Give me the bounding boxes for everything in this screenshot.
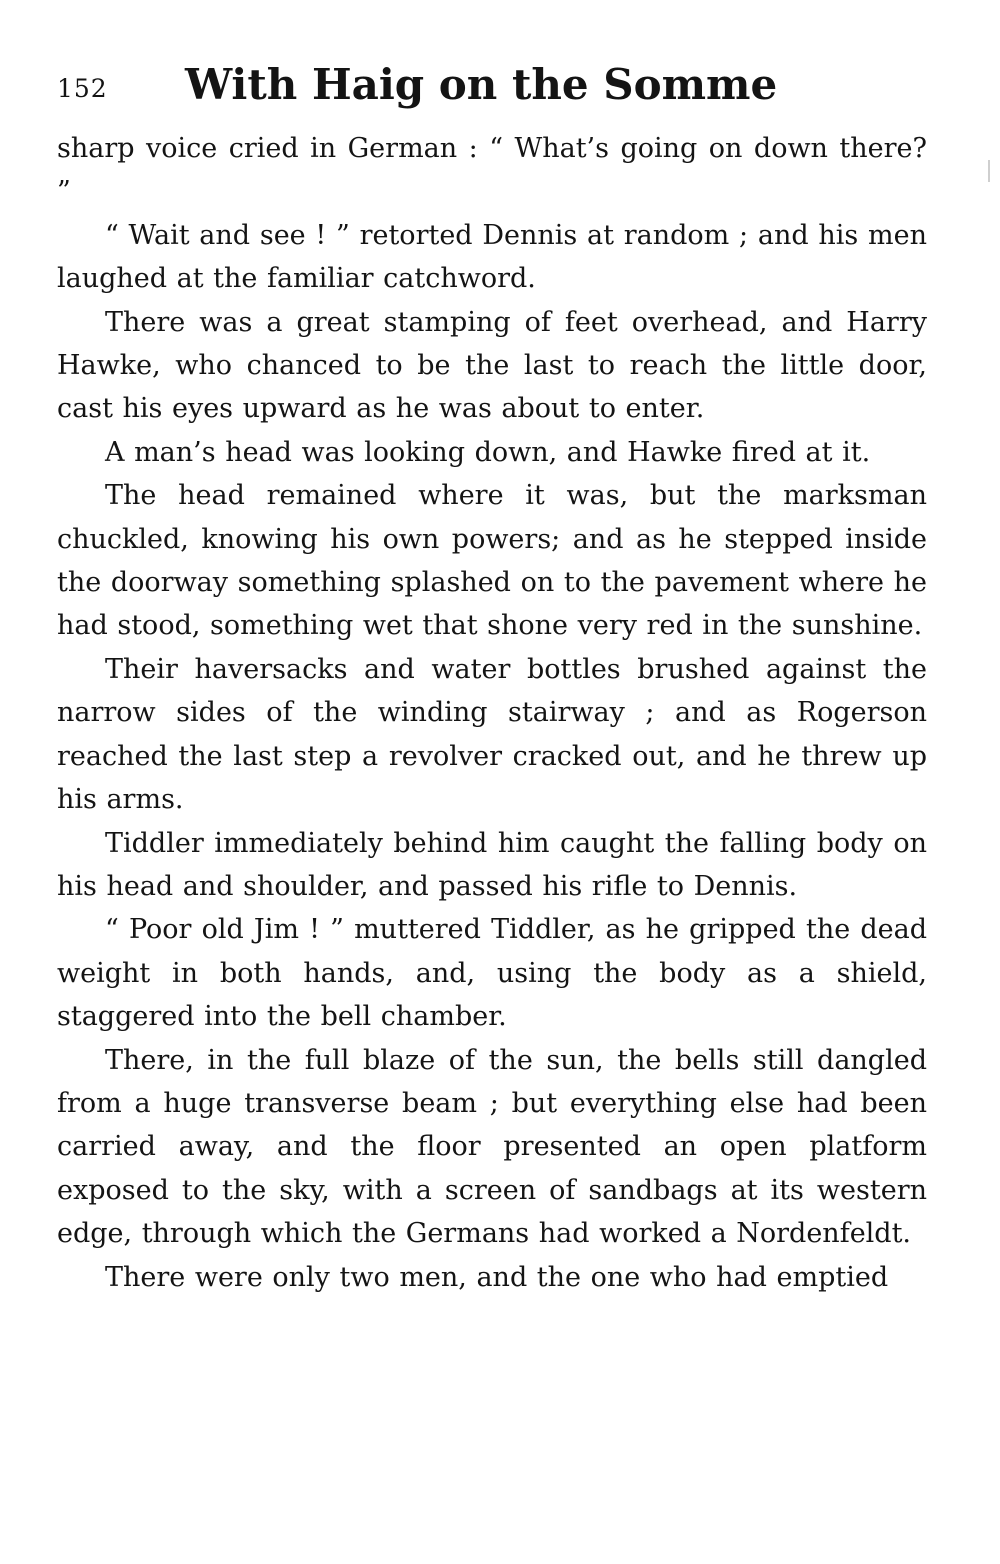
paragraph: There, in the full blaze of the sun, the bells still dangled from a huge transverse beam ; but everything else had been carried away, and the floor presented an open platform exposed to the sky, with a screen of sandbags at its western edge, through which the Germans had worked a Nordenfeldt.	[57, 1044, 927, 1250]
running-head	[57, 60, 927, 116]
paragraph: Their haversacks and water bottles brushed against the narrow sides of the winding stairway ; and as Rogerson reached the last step a revolver cracked out, and he threw up his arms.	[57, 653, 927, 816]
paragraph: There was a great stamping of feet overhead, and Harry Hawke, who chanced to be the last to reach the little door, cast his eyes upward as he was about to enter.	[57, 306, 927, 425]
page-number: 152	[57, 74, 108, 103]
body-text	[57, 127, 927, 1299]
paragraph: The head remained where it was, but the marksman chuckled, knowing his own powers; and as he stepped inside the doorway something splashed on to the pavement where he had stood, something wet that shone very red in the sunshine.	[57, 480, 927, 642]
paragraph: “ Poor old Jim ! ” muttered Tiddler, as he gripped the dead weight in both hands, and, using the body as a shield, staggered into the bell chamber.	[57, 914, 927, 1033]
paragraph: A man’s head was looking down, and Hawke fired at it.	[105, 436, 871, 468]
paragraph: There were only two men, and the one who had emptied	[105, 1261, 889, 1293]
scan-mark	[988, 160, 990, 182]
book-title: With Haig on the Somme	[185, 60, 778, 109]
paragraph: sharp voice cried in German : “ What’s going on down there? ”	[57, 133, 927, 208]
paragraph: “ Wait and see ! ” retorted Dennis at random ; and his men laughed at the familiar catchword.	[57, 219, 927, 295]
paragraph: Tiddler immediately behind him caught the falling body on his head and shoulder, and passed his rifle to Dennis.	[57, 827, 927, 902]
